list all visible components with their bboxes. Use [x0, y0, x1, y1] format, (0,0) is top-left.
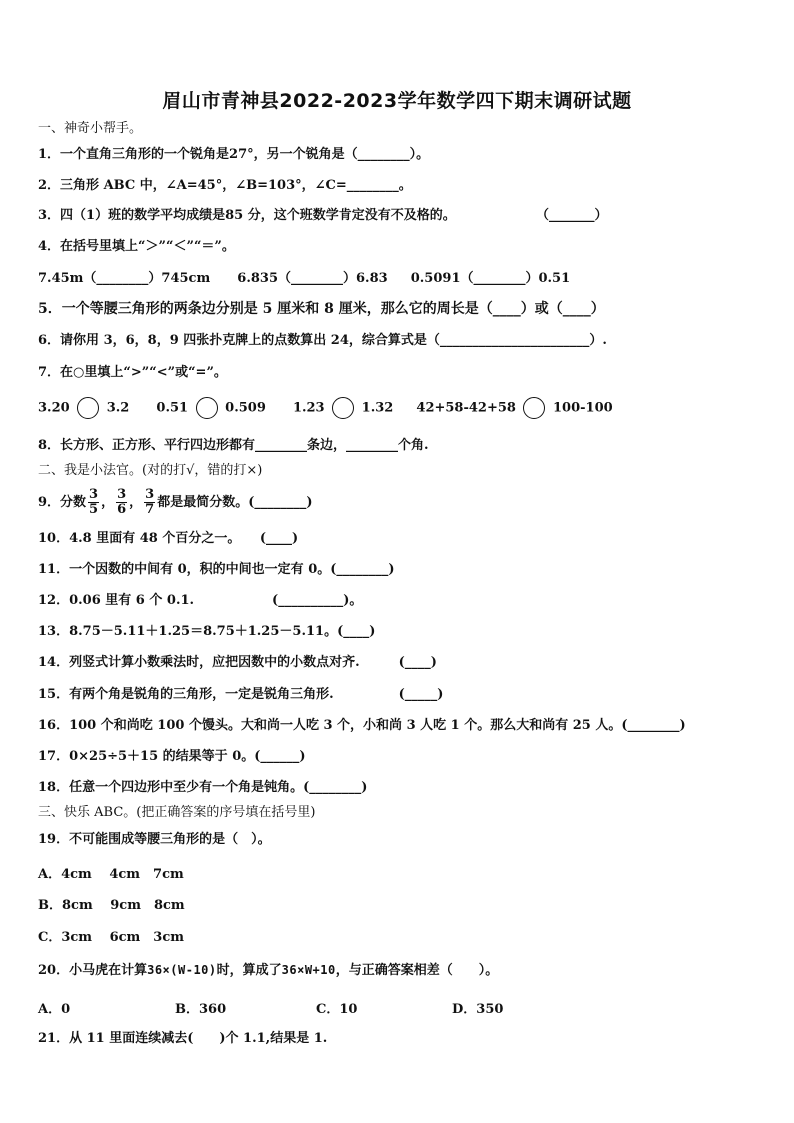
- question-16: 16．100 个和尚吃 100 个馒头。大和尚一人吃 3 个，小和尚 3 人吃 1 个。那么大和尚有 25 人。(________): [38, 718, 686, 733]
- question-1: 1．一个直角三角形的一个锐角是27°，另一个锐角是（________）。: [38, 147, 430, 162]
- question-8: 8．长方形、正方形、平行四边形都有________条边，________个角.: [38, 438, 429, 453]
- q20-option-d: D．350: [452, 1002, 504, 1017]
- question-4: 4．在括号里填上“＞”“＜”“＝”。: [38, 239, 235, 254]
- q9-prefix: 9．分数: [38, 495, 87, 510]
- fraction-3: $\frac{3}{7}$: [145, 487, 155, 517]
- fraction-1: $\frac{3}{5}$: [89, 487, 99, 517]
- question-5: 5．一个等腰三角形的两条边分别是 5 厘米和 8 厘米，那么它的周长是（____）或（____）: [38, 301, 605, 317]
- question-7-row: [38, 397, 613, 419]
- compare-circle-2[interactable]: [196, 397, 218, 419]
- q20-option-b: B．360: [175, 1002, 227, 1017]
- expr-correct: 36×(W-10): [147, 963, 217, 977]
- question-11: 11．一个因数的中间有 0，积的中间也一定有 0。(________): [38, 562, 395, 577]
- cmp-3-left: 1.23: [292, 400, 325, 416]
- cmp-1-left: 3.20: [38, 400, 70, 416]
- question-3-answer: （_______）: [536, 208, 608, 223]
- question-2: 2．三角形 ABC 中，∠A=45°，∠B=103°，∠C=________。: [38, 178, 412, 193]
- page-title: 眉山市青神县2022-2023学年数学四下期末调研试题: [162, 90, 632, 112]
- question-15: 15．有两个角是锐角的三角形，一定是锐角三角形. (_____): [38, 687, 444, 702]
- q20-option-a: A．0: [38, 1002, 71, 1017]
- question-21: 21．从 11 里面连续减去( )个 1.1,结果是 1.: [38, 1031, 328, 1046]
- cmp-4-right: 100-100: [553, 400, 613, 416]
- question-14: 14．列竖式计算小数乘法时，应把因数中的小数点对齐. (____): [38, 655, 437, 670]
- q20-option-c: C．10: [316, 1002, 358, 1017]
- question-4-row: [38, 270, 570, 288]
- q9-suffix: 都是最简分数。(________): [157, 495, 313, 510]
- cmp-2-right: 0.509: [225, 400, 266, 416]
- question-9: 9．分数 $\frac{3}{5}$ ， $\frac{3}{6}$ ， $\frac{3}{7}$ 都是最简分数。(________): [38, 487, 313, 517]
- cmp-2-left: 0.51: [156, 400, 189, 416]
- cmp-4-left: 42+58-42+58: [416, 400, 516, 416]
- question-13: 13．8.75－5.11＋1.25＝8.75＋1.25－5.11。(____): [38, 624, 376, 639]
- question-20: 20．小马虎在计算36×(W-10)时，算成了36×W+10，与正确答案相差（ ）。: [38, 963, 499, 978]
- q19-option-a: A．4cm 4cm 7cm: [38, 867, 184, 882]
- question-19: 19．不可能围成等腰三角形的是（ ）。: [38, 832, 271, 847]
- compare-circle-4[interactable]: [523, 397, 545, 419]
- q19-option-c: C．3cm 6cm 3cm: [38, 930, 185, 945]
- fraction-2: $\frac{3}{6}$: [117, 487, 127, 517]
- section-heading-3: 三、快乐 ABC。(把正确答案的序号填在括号里): [38, 805, 316, 820]
- q4-item-2: 6.835（________）6.83: [237, 271, 388, 286]
- q4-item-3: 0.5091（________）0.51: [410, 271, 571, 286]
- compare-circle-3[interactable]: [332, 397, 354, 419]
- question-10: 10．4.8 里面有 48 个百分之一。 (____): [38, 531, 299, 546]
- question-3: 3．四（1）班的数学平均成绩是85 分，这个班数学肯定没有不及格的。: [38, 208, 456, 223]
- question-18: 18．任意一个四边形中至少有一个角是钝角。(________): [38, 780, 368, 795]
- question-17: 17．0×25÷5＋15 的结果等于 0。(______): [38, 749, 306, 764]
- section-heading-1: 一、神奇小帮手。: [38, 121, 143, 136]
- cmp-3-right: 1.32: [361, 400, 394, 416]
- cmp-1-right: 3.2: [106, 400, 130, 416]
- question-7: 7．在○里填上“>”“<”或“=”。: [38, 365, 227, 380]
- q4-item-1: 7.45m（________）745cm: [38, 271, 211, 286]
- expr-wrong: 36×W+10: [281, 963, 336, 977]
- q19-option-b: B．8cm 9cm 8cm: [38, 898, 185, 913]
- question-6: 6．请你用 3，6，8，9 四张扑克牌上的点数算出 24，综合算式是（_______________________）.: [38, 333, 607, 348]
- question-12: 12．0.06 里有 6 个 0.1. (__________)。: [38, 593, 363, 608]
- compare-circle-1[interactable]: [77, 397, 99, 419]
- section-heading-2: 二、我是小法官。(对的打√，错的打×): [38, 463, 263, 478]
